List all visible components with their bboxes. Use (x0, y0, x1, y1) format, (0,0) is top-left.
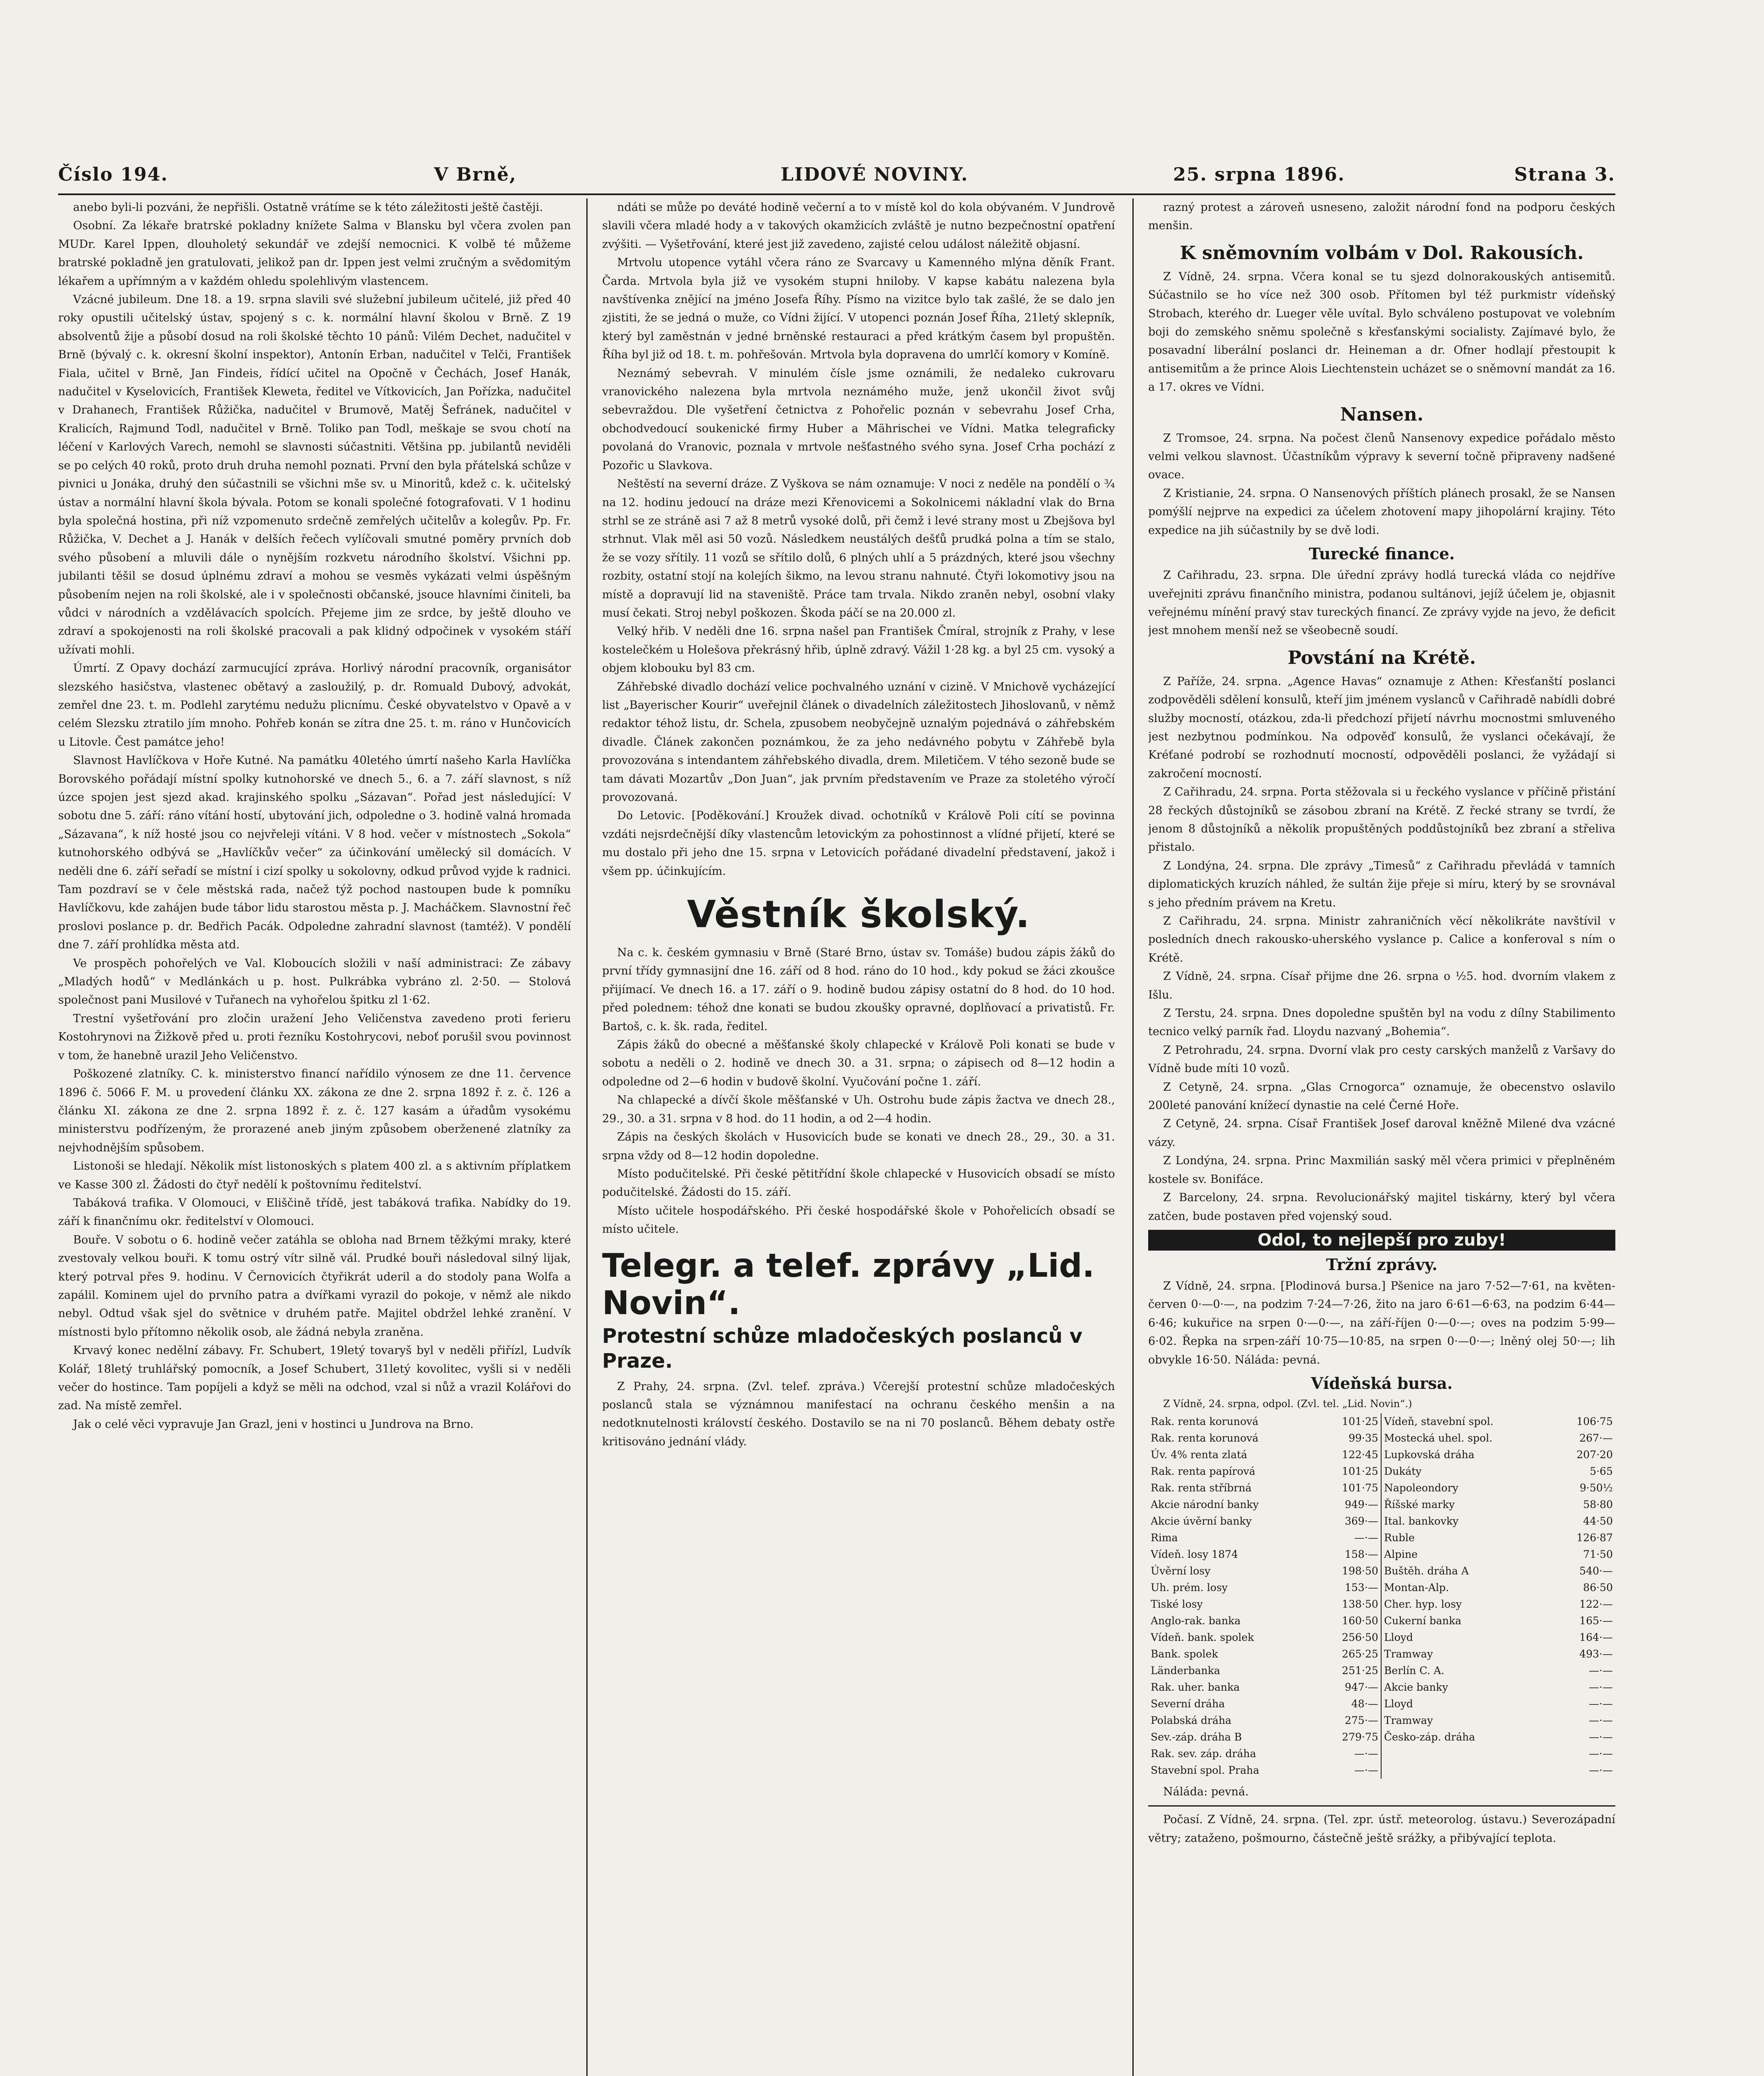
place-line: V Brně, (434, 164, 517, 185)
quote-value: 101·25 (1342, 1465, 1379, 1477)
security-name: Uh. prém. losy (1151, 1581, 1228, 1594)
security-name: Buštěh. dráha A (1381, 1563, 1553, 1579)
article-paragraph: Z Londýna, 24. srpna. Princ Maxmilián saský měl včera primici v přeplněném kostele sv. Bonifáce. (1148, 1154, 1615, 1186)
quote-value: 949·— (1345, 1498, 1379, 1510)
quote-value: 256·50 (1342, 1631, 1379, 1643)
quote-value: 101·25 (1342, 1415, 1379, 1427)
security-name: Cher. hyp. losy (1381, 1596, 1553, 1613)
article-paragraph: Místo podučitelské. Při české pětitřídní škole chlapecké v Husovicích obsadí se místo podučitelské. Žádosti do 15. září. (602, 1167, 1115, 1199)
article-paragraph: Z Cetyně, 24. srpna. „Glas Crnogorca“ oznamuje, že obecenstvo oslavilo 200leté panování knížecí dynastie na celé Černé Hoře. (1148, 1080, 1615, 1112)
quote-value: 58·80 (1583, 1498, 1613, 1510)
security-name: Alpine (1381, 1546, 1553, 1563)
quote-value: 99·35 (1348, 1432, 1379, 1444)
quote-value: 493·— (1579, 1648, 1613, 1660)
quote-value: 251·25 (1342, 1664, 1379, 1677)
quote-value: 207·20 (1576, 1448, 1613, 1461)
security-name: Lloyd (1381, 1696, 1553, 1712)
article-paragraph: Z Terstu, 24. srpna. Dnes dopoledne spuštěn byl na vodu z dílny Stabilimento tecnico velký parník řad. Lloydu nazvaný „Bohemia“. (1148, 1007, 1615, 1038)
article-paragraph: Do Letovic. [Poděkování.] Kroužek divad. ochotníků v Králově Poli cítí se povinna vzdáti nejsrdečnější díky vlastencům letovickým za pohostinnost a vlídné přijetí, které se mu dostalo při jeho dne 15. srpna v Letovicích pořádané divadelní představení, jakož i všem pp. účinkujícím. (602, 809, 1115, 878)
article-paragraph: Z Barcelony, 24. srpna. Revolucionářský majitel tiskárny, který byl včera zatčen, bude postaven před vojenský soud. (1148, 1191, 1615, 1223)
article-paragraph: Z Cetyně, 24. srpna. Císař František Josef daroval kněžně Milené dva vzácné vázy. (1148, 1117, 1615, 1149)
table-row (1148, 1712, 1615, 1729)
quote-value: —·— (1589, 1731, 1613, 1743)
page-number: Strana 3. (1514, 164, 1615, 185)
table-row (1148, 1430, 1615, 1447)
security-name: Rak. uher. banka (1151, 1681, 1240, 1693)
table-row (1148, 1563, 1615, 1579)
article-paragraph: Z Londýna, 24. srpna. Dle zprávy „Timesů“ z Cařihradu převládá v tamních diplomatických kruzích náhled, že sultán žije přeje si míru, který by se srovnával s jeho předním právem na Kretu. (1148, 859, 1615, 909)
newspaper-title: LIDOVÉ NOVINY. (781, 164, 968, 185)
security-name: Lupkovská dráha (1381, 1447, 1553, 1463)
security-name: Rak. renta korunová (1151, 1415, 1259, 1427)
table-row (1148, 1413, 1615, 1430)
article-paragraph: Vzácné jubileum. Dne 18. a 19. srpna slavili své služební jubileum učitelé, již před 40 roky opustili učitelský ústav, spojený s c. k. normální hlavní školou v Brně. Z 19 absolventů žije a působí dosud na roli školské těchto 10 pánů: Vilém Dechet, nadučitel v Brně (bývalý c. k. okresní školní inspektor), Antonín Erban, nadučitel v Telči, František Fiala, učitel v Brně, Jan Findeis, řídící učitel na Opočně v Čechách, Josef Hanák, nadučitel v Kyselovicích, František Kleweta, ředitel ve Vítkovicích, Jan Pořízka, nadučitel v Drahanech, František Růžička, nadučitel v Brumově, Matěj Šefránek, nadučitel v Kralicích, Rajmund Todl, nadučitel v Brně. Toliko pan Todl, meškaje se svou chotí na léčení v Karlových Varech, nemohl se slavnosti súčastniti. Většina pp. jubilantů neviděli se po celých 40 roků, proto druh druha nemohl poznati. První den byla přátelská schůze v pivnici u Jonáka, druhý den súčastnili se všichni mše sv. u Minoritů, kdež c. k. učitelský ústav a normální hlavní škola bývala. Potom se konali společné fotografovati. V 1 hodinu byla společná hostina, při níž vzpomenuto srdečně zemřelých učitelův a kolegův. Pp. Fr. Růžička, V. Dechet a J. Hanák v delších řečech vylíčovali smutné poměry prvních dob svého působení a mluvili dále o nynějším rozkvetu národního školství. Všichni pp. jubilanti těšil se dosud úplnému zdraví a mohou se vesměs vykázati velmi úspěšným působením nejen na roli školské, ale i v společnosti občanské, jsouce hlavními činiteli, ba vůdci v národních a vzdělávacích spolcích. Přejeme jim ze srdce, by ještě dlouho ve zdraví a spokojenosti na roli školské pracovali a pak klidný odpočinek v vysokém stáří užívati mohli. (58, 293, 571, 656)
article-paragraph: Tabáková trafika. V Olomouci, v Eliščině třídě, jest tabáková trafika. Nabídky do 19. září k finančnímu okr. ředitelství v Olomouci. (58, 1196, 571, 1228)
table-row (1148, 1530, 1615, 1546)
article-paragraph: Z Vídně, 24. srpna. Včera konal se tu sjezd dolnorakouských antisemitů. Súčastnilo se ho více než 300 osob. Přítomen byl též purkmistr vídeňský Strobach, kterého dr. Lueger věle uvítal. Bylo schváleno postupovat ve volebním boji do zemského sněmu společně s křesťanskými socialisty. Zajímavé bylo, že posavadní liberální poslanci dr. Heineman a dr. Ofner hodlají přestoupit k antisemitům a že prince Alois Liechtenstein ucházet se o sněmovní mandát za 16. a 17. okres ve Vídni. (1148, 270, 1615, 394)
security-name: Vídeň, stavební spol. (1381, 1413, 1553, 1430)
section-heading: Povstání na Krétě. (1287, 647, 1476, 668)
table-row (1148, 1746, 1615, 1762)
quote-value: 198·50 (1342, 1564, 1379, 1577)
quote-value: —·— (1354, 1764, 1379, 1776)
quote-value: —·— (1589, 1714, 1613, 1726)
security-name: Akcie úvěrní banky (1151, 1515, 1252, 1527)
article-paragraph: razný protest a zároveň usneseno, založit národní fond na podporu českých menšin. (1148, 201, 1615, 233)
market-mood: Náláda: pevná. (1163, 1785, 1249, 1798)
quote-value: 5·65 (1590, 1465, 1613, 1477)
table-row (1148, 1762, 1615, 1779)
quote-value: —·— (1589, 1681, 1613, 1693)
telegram-section-heading: Telegr. a telef. zprávy „Lid. Novin“. (602, 1247, 1095, 1322)
article-paragraph: Na c. k. českém gymnasiu v Brně (Staré Brno, ústav sv. Tomáše) budou zápis žáků do první třídy gymnasijní dne 16. září od 8 hod. ráno do 10 hod., kdy pokud se žáci zkoušce přijímací. Ve dnech 16. a 17. září o 9. hodině budou zápisy ostatní do 8 hod. do 10 hod. před polednem: téhož dne konati se budou zkoušky opravné, doplňovací a privatistů. Fr. Bartoš, c. k. šk. rada, ředitel. (602, 946, 1115, 1033)
security-name: Tiské losy (1151, 1598, 1203, 1610)
article-paragraph: Místo učitele hospodářského. Při české hospodářské škole v Pohořelicích obsadí se místo učitele. (602, 1204, 1115, 1236)
security-name: Bank. spolek (1151, 1648, 1218, 1660)
security-name: Stavební spol. Praha (1151, 1764, 1259, 1776)
article-paragraph: Krvavý konec nedělní zábavy. Fr. Schubert, 19letý tovaryš byl v neděli přiřízl, Ludvík Kolář, 18letý truhlářský pomocník, a Josef Schubert, 31letý kovolitec, vyšli si v neděli večer do hostince. Tam popíjeli a když se měli na odchod, vzal si nůž a vrazil Kolářovi do zad. Na místě zemřel. (58, 1344, 571, 1413)
security-name: Polabská dráha (1151, 1714, 1232, 1726)
article-paragraph: Z Vídně, 24. srpna. Císař přijme dne 26. srpna o ½5. hod. dvorním vlakem z Išlu. (1148, 970, 1615, 1001)
bursa-dateline: Z Vídně, 24. srpna, odpol. (Zvl. tel. „Lid. Novin“.) (1163, 1398, 1412, 1410)
table-row (1148, 1447, 1615, 1463)
quote-value: 540·— (1579, 1564, 1613, 1577)
subsection-heading: Vídeňská bursa. (1311, 1373, 1453, 1393)
article-paragraph: Zápis na českých školách v Husovicích bude se konati ve dnech 28., 29., 30. a 31. srpna vždy od 8—12 hodin dopoledne. (602, 1131, 1115, 1162)
column-left (58, 198, 571, 2076)
quote-value: 101·75 (1342, 1481, 1379, 1494)
quote-value: —·— (1589, 1764, 1613, 1776)
security-name: Severní dráha (1151, 1697, 1225, 1710)
quote-value: 122·— (1579, 1598, 1613, 1610)
table-row (1148, 1646, 1615, 1662)
column-divider-1 (586, 198, 588, 2076)
table-row (1148, 1579, 1615, 1596)
security-name: Montan-Alp. (1381, 1579, 1553, 1596)
quote-value: 279·75 (1342, 1731, 1379, 1743)
table-row (1148, 1679, 1615, 1696)
article-paragraph: Listonoši se hledají. Několik míst listonoských s platem 400 zl. a s aktivním příplatkem ve Kasse 300 zl. Žádosti do čtyř nedělí k poštovnímu ředitelství. (58, 1160, 571, 1191)
article-paragraph: Osobní. Za lékaře bratrské pokladny knížete Salma v Blansku byl včera zvolen pan MUDr. Karel Ippen, dlouholetý sekundář ve zdejší nemocnici. K volbě té můžeme bratrské pokladně jen gratulovati, jelikož pan dr. Ippen jest velmi zručným a svědomitým lékařem a upřímným a v každém ohledu spolehlivým vlastencem. (58, 219, 571, 288)
security-name (1381, 1746, 1553, 1762)
column-divider-2 (1132, 198, 1134, 2076)
security-name: Sev.-záp. dráha B (1151, 1731, 1242, 1743)
telegram-subheading: Protestní schůze mladočeských poslanců v Praze. (602, 1324, 1083, 1373)
security-name: Rak. renta stříbrná (1151, 1481, 1252, 1494)
quote-value: —·— (1589, 1697, 1613, 1710)
quote-value: 165·— (1579, 1614, 1613, 1627)
article-paragraph: Velký hřib. V neděli dne 16. srpna našel pan František Čmíral, strojník z Prahy, v lese kostelečkém u Holešova překrásný hřib, úplně zdravý. Vážil 1·28 kg. a byl 25 cm. vysoký a objem klobouku byl 83 cm. (602, 625, 1115, 675)
article-paragraph: Záhřebské divadlo dochází velice pochvalného uznání v cizině. V Mnichově vycházející list „Bayerischer Kourir“ uveřejnil článek o divadelních záležitostech Jihoslovanů, v němž redaktor téhož listu, dr. Schela, zpusobem neobyčejně uznalým pojednává o záhřebském divadle. Článek zakončen poznámkou, že za jeho nedávného pobytu v Záhřebě byla provozována s intendantem záhřebského divadla, drem. Miletičem. V tého sezoně bude se tam dávati Mozartův „Don Juan“, jak prvním představením ve Praze za stoletého výročí provozovaná. (602, 680, 1115, 804)
article-paragraph: Neznámý sebevrah. V minulém čísle jsme oznámili, že nedaleko cukrovaru vranovického nalezena byla mrtvola neznámého muže, jenž ukončil život svůj sebevraždou. Dle vyšetření četnictva z Pohořelic poznán v sebevrahu Josef Crha, obchodvedoucí soukenické firmy Huber a Mährischei ve Vídni. Matka telegraficky povolaná do Vranovic, poznala v mrtvole nešťastného svého syna. Josef Crha pochází z Pozořic u Slavkova. (602, 367, 1115, 472)
security-name: Dukáty (1381, 1463, 1553, 1480)
security-name: Berlín C. A. (1381, 1662, 1553, 1679)
subsection-heading: Tržní zprávy. (1326, 1255, 1438, 1274)
article-paragraph: Trestní vyšetřování pro zločin uražení Jeho Veličenstva zavedeno proti ferieru Kostohrynovi na Žižkově před u. proti řezníku Kostohrycovi, neboť porušil svou povinnost v tom, že hanebně urazil Jeho Veličenstvo. (58, 1012, 571, 1062)
issue-date: 25. srpna 1896. (1173, 164, 1345, 185)
security-name (1381, 1762, 1553, 1779)
table-row (1148, 1496, 1615, 1513)
subsection-heading: Turecké finance. (1308, 544, 1455, 563)
security-name: Akcie národní banky (1151, 1498, 1259, 1510)
quote-value: 138·50 (1342, 1598, 1379, 1610)
quote-value: 86·50 (1583, 1581, 1613, 1594)
security-name: Napoleondory (1381, 1480, 1553, 1496)
article-paragraph: Zápis žáků do obecné a měšťanské školy chlapecké v Králově Poli konati se bude v sobotu a neděli o 2. hodině ve dnech 30. a 31. srpna; o zápisech od 8—12 hodin a odpoledne od 2—6 hodin v budově školní. Vyučování počne 1. září. (602, 1038, 1115, 1088)
article-paragraph: ndáti se může po deváté hodině večerní a to v místě kol do kola obývaném. V Jundrově slavili včera mladé hody a v takových okamžicích zvláště je nutno bezpečnostní opatření zvýšiti. — Vyšetřování, které jest již zavedeno, zajisté celou událost náležitě objasní. (602, 201, 1115, 251)
stock-exchange-table (1148, 1413, 1615, 1779)
quote-value: 158·— (1345, 1548, 1379, 1560)
quote-value: 122·45 (1342, 1448, 1379, 1461)
article-paragraph: Poškozené zlatníky. C. k. ministerstvo financí nařídilo výnosem ze dne 11. července 1896 č. 5066 F. M. u provedení článku XX. zákona ze dne 2. srpna 1892 ř. z. č. 126 a článku XI. zákona ze dne 2. srpna 1892 ř. z. č. 127 kasám a úřadům vysokému ministerstvu podřízeným, že prorazené aneb jiným způsobem oberženené zlatníky za nejvhodnějším spůsobem. (58, 1067, 571, 1154)
quote-value: 71·50 (1583, 1548, 1613, 1560)
security-name: Rak. renta korunová (1151, 1432, 1259, 1444)
security-name: Říšské marky (1381, 1496, 1553, 1513)
article-paragraph: anebo byli-li pozváni, že nepřišli. Ostatně vrátíme se k této záležitosti ještě častěji. (73, 201, 543, 214)
quote-value: 153·— (1345, 1581, 1379, 1594)
security-name: Vídeň. losy 1874 (1151, 1548, 1238, 1560)
article-paragraph: Počasí. Z Vídně, 24. srpna. (Tel. zpr. ústř. meteorolog. ústavu.) Severozápadní větry; zataženo, pošmourno, částečně ještě srážky, a přibývající teplota. (1148, 1813, 1615, 1845)
security-name: Rima (1151, 1531, 1178, 1544)
article-paragraph: Z Kristianie, 24. srpna. O Nansenových příštích plánech prosakl, že se Nansen pomýšlí nejprve na expedici za účelem zhotovení mapy jihopolární krajiny. Této expedice na jih súčastnily by se dvě lodi. (1148, 487, 1615, 537)
article-paragraph: Z Tromsoe, 24. srpna. Na počest členů Nansenovy expedice pořádalo město velmi velkou slavnost. Účastníkům výpravy k severní točně připraveny nadšené ovace. (1148, 431, 1615, 482)
article-paragraph: Bouře. V sobotu o 6. hodině večer zatáhla se obloha nad Brnem těžkými mraky, které zvestovaly velkou bouři. K tomu ostrý vítr silně vál. Prudké bouři následoval silný lijak, který potrval přes 9. hodinu. V Černovicích čtyřikrát uderil a do stodoly pana Wolfa a zapálil. Kominem ujel do prvního patra a dvířkami vyrazil do pokoje, v němž ale nikdo nebyl. Odtud však sjel do světnice v druhém patře. Majitel obdržel lehké zranění. V místnosti bylo přítomno několik osob, ale žádná nebyla zraněna. (58, 1233, 571, 1339)
article-paragraph: Slavnost Havlíčkova v Hoře Kutné. Na památku 40letého úmrtí našeho Karla Havlíčka Borovského pořádají místní spolky kutnohorské ve dnech 5., 6. a 7. září slavnost, s níž úzce spojen jest sjezd akad. krajinského spolku „Sázavan“. Pořad jest následující: V sobotu dne 5. září: ráno vítání hostí, ubytování jich, odpoledne o 3. hodině valná hromada „Sázavana“, k níž hosté jsou co nejvřeleji vítáni. V 8 hod. večer v místnostech „Sokola“ kutnohorského odbývá se „Havlíčkův večer“ za účinkování umělecký sil domácích. V neděli dne 6. září seřadí se místní i cizí spolky u sokolovny, odkud průvod vyjde k radnici. Tam pozdraví se v čele městská rada, načež týž pochod nastoupen bude k pomníku Havlíčkovu, kde zahájen bude tábor lidu starostou města p. J. Macháčkem. Slavnostní řeč proslovi poslance p. dr. Bedřich Pacák. Odpoledne zahradní slavnost (tamtéž). V pondělí dne 7. září prohlídka města atd. (58, 754, 571, 952)
section-heading: K sněmovním volbám v Dol. Rakousích. (1180, 242, 1584, 264)
security-name: Länderbanka (1151, 1664, 1220, 1677)
column-right (1148, 198, 1615, 2076)
table-row (1148, 1546, 1615, 1563)
table-row (1148, 1480, 1615, 1496)
security-name: Ital. bankovky (1381, 1513, 1553, 1530)
table-row (1148, 1629, 1615, 1646)
security-name: Rak. renta papírová (1151, 1465, 1256, 1477)
quote-value: —·— (1589, 1664, 1613, 1677)
quote-value: 267·— (1579, 1432, 1613, 1444)
table-row (1148, 1696, 1615, 1712)
quote-value: 44·50 (1583, 1515, 1613, 1527)
table-row (1148, 1463, 1615, 1480)
article-paragraph: Z Cařihradu, 23. srpna. Dle úřední zprávy hodlá turecká vláda co nejdříve uveřejniti zprávu finančního ministra, podanou sultánovi, jejíž účelem je, objasnit veřejnému mínění pravý stav tureckých financí. Ze zprávy vyjde na jevo, že deficit jest mnohem menší než se všeobecně soudí. (1148, 569, 1615, 637)
article-paragraph: Z Vídně, 24. srpna. [Plodinová bursa.] Pšenice na jaro 7·52—7·61, na květen-červen 0·—0·—, na podzim 7·24—7·26, žito na jaro 6·61—6·63, na podzim 6·44—6·46; kukuřice na srpen 0·—0·—, na září-říjen 0·—0·—; oves na podzim 5·99—6·02. Řepka na srpen-září 10·75—10·85, na srpen 0·—0·—; lněný olej 50·—; lih obvykle 16·50. Náláda: pevná. (1148, 1279, 1615, 1366)
section-heading: Nansen. (1340, 404, 1423, 425)
article-paragraph: Z Paříže, 24. srpna. „Agence Havas“ oznamuje z Athen: Křesťanští poslanci zodpověděli sdělení konsulů, kteří jim jménem vyslanců v Cařihradě nabídli dobré služby mocností, otázkou, zda-li předchozí přijetí návrhu mocnostmi smluveného jest nezbytnou podmínkou. Na odpověď konsulů, že vyslanci očekávají, že Kréťané podrobí se rozhodnutí mocností, odpověděli poslanci, že vyžádají si zakročení mocností. (1148, 675, 1615, 780)
page-header (58, 164, 1615, 193)
table-row (1148, 1662, 1615, 1679)
security-name: Akcie banky (1381, 1679, 1553, 1696)
table-row (1148, 1596, 1615, 1613)
article-paragraph: Neštěstí na severní dráze. Z Vyškova se nám oznamuje: V noci z neděle na pondělí o ¾ na 12. hodinu jedoucí na dráze mezi Křenovicemi a Sokolnicemi nákladní vlak do Brna strhl se ze stráně asi 7 až 8 metrů vysoké dolů, při čemž i levé strany most u Zbejšova byl strhnut. Vlak měl asi 50 vozů. Následkem neustálých dešťů prudká polna a tím se stalo, že se vozy sřítily. 11 vozů se sřítilo dolů, 6 plných uhlí a 5 prázdných, které jsou všechny rozbity, ostatní stojí na kolejích šikmo, na levou stranu nahnuté. Čtyři lokomotivy jsou na místě a dopravují lid na staveniště. Práce tam trvala. Nikdo zraněn nebyl, osobní vlaky musí čekati. Stroj nebyl poškozen. Škoda páčí se na 20.000 zl. (602, 477, 1115, 619)
quote-value: 48·— (1351, 1697, 1379, 1710)
quote-value: —·— (1589, 1747, 1613, 1760)
table-row (1148, 1613, 1615, 1629)
quote-value: 9·50½ (1580, 1481, 1613, 1494)
quote-value: 947·— (1345, 1681, 1379, 1693)
section-separator (1148, 1805, 1615, 1807)
article-paragraph: Z Cařihradu, 24. srpna. Porta stěžovala si u řeckého vyslance v příčině přistání 28 řeckých důstojníků se zásobou zbraní na Krétě. Z řecké strany se tvrdí, že jenom 8 důstojníků a několik propuštěných poddůstojníků bez zbraní a střeliva přistalo. (1148, 786, 1615, 854)
security-name: Lloyd (1381, 1629, 1553, 1646)
article-paragraph: Mrtvolu utopence vytáhl včera ráno ze Svarcavy u Kamenného mlýna děník Frant. Čarda. Mrtvola byla již ve vysokém stupni hniloby. V kapse kabátu nalezena byla navštívenka znějící na jméno Josefa Říhy. Písmo na vizitce bylo tak zašlé, že se dalo jen zjistiti, že se jedná o muže, co Vídni žijící. V utopenci poznán Josef Říha, 21letý sklepník, který byl zaměstnán v jedné brněnské restauraci a před krátkým časem byl propuštěn. Říha byl již od 18. t. m. pohřešován. Mrtvola byla dopravena do umrlčí komory v Komíně. (602, 256, 1115, 362)
security-name: Anglo-rak. banka (1151, 1614, 1241, 1627)
security-name: Tramway (1381, 1712, 1553, 1729)
article-paragraph: Z Petrohradu, 24. srpna. Dvorní vlak pro cesty carských manželů z Varšavy do Vídně bude míti 10 vozů. (1148, 1043, 1615, 1075)
section-masthead: Věstník školský. (687, 893, 1030, 937)
column-middle (602, 198, 1115, 2076)
table-row (1148, 1513, 1615, 1530)
article-paragraph: Na chlapecké a dívčí škole měšťanské v Uh. Ostrohu bude zápis žactva ve dnech 28., 29., 30. a 31. srpna v 8 hod. do 11 hodin, a od 2—4 hodin. (602, 1094, 1115, 1125)
quote-value: 126·87 (1576, 1531, 1613, 1544)
quote-value: —·— (1354, 1747, 1379, 1760)
security-name: Tramway (1381, 1646, 1553, 1662)
quote-value: —·— (1354, 1531, 1379, 1544)
security-name: Úv. 4% renta zlatá (1151, 1448, 1247, 1461)
security-name: Cukerní banka (1381, 1613, 1553, 1629)
article-paragraph: Úmrtí. Z Opavy dochází zarmucující zpráva. Horlivý národní pracovník, organisátor slezského hasičstva, vlastenec obětavý a zasloužilý, p. dr. Romuald Dubový, advokát, zemřel dne 23. t. m. Podlehl zarytému nedužu plicnímu. České obyvatelstvo v Opavě a v celém Slezsku ztratilo jím mnoho. Pohřeb konán se zítra dne 25. t. m. ráno v Hunčovicích u Litovle. Čest památce jeho! (58, 662, 571, 749)
quote-value: 369·— (1345, 1515, 1379, 1527)
article-paragraph: Z Prahy, 24. srpna. (Zvl. telef. zpráva.) Včerejší protestní schůze mladočeských poslanců stala se význámnou manifestací na ochranu českého menšin a na nedotknutelnosti královstí českého. Dostavilo se na ni 70 poslanců. Během debaty ostře kritisováno jednání vlády. (602, 1380, 1115, 1448)
table-row (1148, 1729, 1615, 1746)
security-name: Mostecká uhel. spol. (1381, 1430, 1553, 1447)
quote-value: 106·75 (1576, 1415, 1613, 1427)
article-paragraph: Ve prospěch pohořelých ve Val. Kloboucích složili v naší administraci: Ze zábavy „Mladých hodů“ v Medlánkách u p. host. Pulkrábka vybráno zl. 2·50. — Stolová společnost pani Musilové v Tuřanech na vyhořelou špitku zl 1·62. (58, 957, 571, 1007)
header-rule (58, 193, 1615, 195)
security-name: Česko-záp. dráha (1381, 1729, 1553, 1746)
security-name: Vídeň. bank. spolek (1151, 1631, 1254, 1643)
security-name: Ruble (1381, 1530, 1553, 1546)
security-name: Rak. sev. záp. dráha (1151, 1747, 1256, 1760)
article-paragraph: Jak o celé věci vypravuje Jan Grazl, jeni v hostinci u Jundrova na Brno. (73, 1417, 474, 1431)
quote-value: 164·— (1579, 1631, 1613, 1643)
advertisement-banner: Odol, to nejlepší pro zuby! (1148, 1230, 1615, 1251)
security-name: Úvěrní losy (1151, 1564, 1210, 1577)
quote-value: 275·— (1345, 1714, 1379, 1726)
article-paragraph: Z Cařihradu, 24. srpna. Ministr zahraničních věcí několikráte navštívil v posledních dnech rakousko-uherského vyslance p. Calice a konferoval s ním o Krétě. (1148, 915, 1615, 965)
quote-value: 265·25 (1342, 1648, 1379, 1660)
issue-number: Číslo 194. (58, 164, 169, 185)
quote-value: 160·50 (1342, 1614, 1379, 1627)
